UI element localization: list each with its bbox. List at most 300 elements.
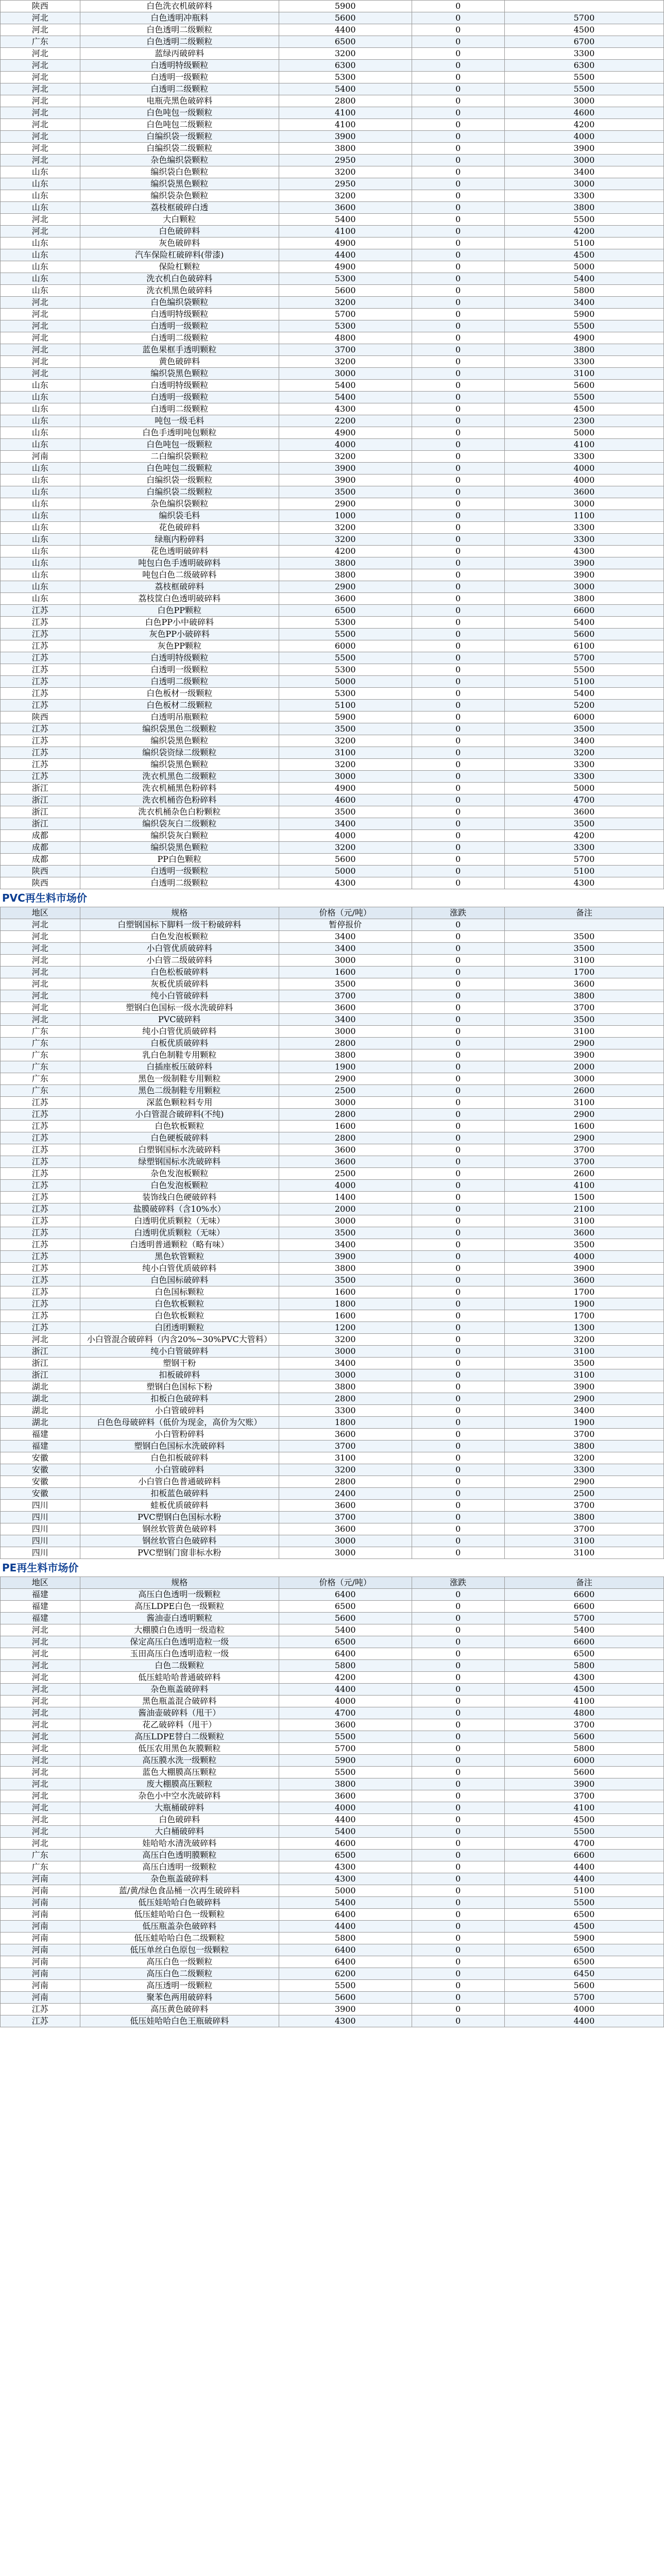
table-row (1, 652, 664, 664)
table-cell: 白编织袋二级颗粒 (80, 143, 279, 155)
table-cell: 3100 (279, 1452, 412, 1464)
table-cell: 蛙板优质破碎料 (80, 1500, 279, 1512)
table-cell: 山东 (1, 285, 80, 297)
table-cell: 4100 (504, 1802, 663, 1814)
table-cell: 4500 (504, 24, 663, 36)
table-cell: 5500 (279, 1731, 412, 1743)
table-cell: 4400 (279, 1684, 412, 1696)
table-cell: 4000 (504, 474, 663, 486)
table-cell: 5100 (504, 238, 663, 249)
pe-table-body (1, 1577, 664, 2027)
table-cell: 山东 (1, 557, 80, 569)
table-cell: 江苏 (1, 771, 80, 783)
table-row (1, 1381, 664, 1393)
table-cell: 河北 (1, 967, 80, 978)
table-cell: 江苏 (1, 1263, 80, 1275)
table-cell: 河北 (1, 48, 80, 60)
table-header-cell: 规格 (80, 907, 279, 919)
table-cell: 低压单丝白色原包一级颗粒 (80, 1944, 279, 1956)
table-cell: 3500 (279, 1227, 412, 1239)
table-cell: 3700 (504, 1790, 663, 1802)
table-cell: 河南 (1, 1933, 80, 1944)
table-cell: 0 (412, 1980, 504, 1992)
table-cell: 3000 (504, 155, 663, 166)
table-cell: 河北 (1, 226, 80, 238)
table-cell: 编织袋杂色颗粒 (80, 190, 279, 202)
table-cell: 江苏 (1, 1298, 80, 1310)
table-cell: 杂色编织袋颗粒 (80, 155, 279, 166)
table-cell: 3000 (504, 95, 663, 107)
table-cell: 3100 (504, 1346, 663, 1358)
table-cell: 2600 (504, 1168, 663, 1180)
table-cell: 2000 (279, 1204, 412, 1215)
table-cell: 0 (412, 806, 504, 818)
table-cell: 0 (412, 967, 504, 978)
table-cell: 5400 (279, 392, 412, 403)
table-cell: 3500 (279, 486, 412, 498)
table-cell: 0 (412, 569, 504, 581)
section-title-pe: PE再生料市场价 (2, 1562, 79, 1574)
table-cell: 3900 (279, 2004, 412, 2015)
table-cell: 5600 (504, 1980, 663, 1992)
table-cell: 陕西 (1, 877, 80, 889)
table-cell: 小白管混合破碎料(不纯) (80, 1109, 279, 1121)
table-cell: 3000 (279, 1547, 412, 1559)
table-row (1, 1038, 664, 1049)
table-cell: 4400 (504, 2015, 663, 2027)
table-cell: 纯小白管优质破碎料 (80, 1026, 279, 1038)
table-cell: 纯小白管优质破碎料 (80, 1263, 279, 1275)
table-cell: 5600 (279, 285, 412, 297)
table-cell: 0 (412, 652, 504, 664)
table-cell: 广东 (1, 1850, 80, 1861)
table-cell: 湖北 (1, 1381, 80, 1393)
table-row (1, 1393, 664, 1405)
table-row (1, 1624, 664, 1636)
table-row (1, 261, 664, 273)
table-row (1, 747, 664, 759)
table-cell: 0 (412, 356, 504, 368)
table-cell: 白板优质破碎料 (80, 1038, 279, 1049)
table-cell: 编织袋灰白二级颗粒 (80, 818, 279, 830)
table-cell (504, 919, 663, 931)
table-row (1, 1648, 664, 1660)
table-row (1, 1121, 664, 1132)
table-cell: 河北 (1, 119, 80, 131)
table-row (1, 1251, 664, 1263)
table-cell: 黑色瓶盖混合破碎料 (80, 1696, 279, 1707)
table-row (1, 700, 664, 711)
table-cell: 低压瓶盖杂色破碎料 (80, 1921, 279, 1933)
table-cell: 4400 (504, 1873, 663, 1885)
table-cell: 0 (412, 1707, 504, 1719)
table-cell: 湖北 (1, 1393, 80, 1405)
table-row (1, 1215, 664, 1227)
table-cell: 0 (412, 1909, 504, 1921)
table-cell: 白色软板颗粒 (80, 1121, 279, 1132)
table-row (1, 1085, 664, 1097)
table-cell: 5300 (279, 688, 412, 700)
table-cell: 钢丝软管黄色破碎料 (80, 1523, 279, 1535)
table-cell: 塑钢干粉 (80, 1358, 279, 1369)
table-cell: 河北 (1, 1731, 80, 1743)
table-row (1, 451, 664, 463)
table-cell: 四川 (1, 1512, 80, 1523)
table-cell: 4300 (504, 1672, 663, 1684)
table-cell: 3200 (279, 356, 412, 368)
table-cell: 大白桶破碎料 (80, 1826, 279, 1838)
table-cell: 高压白色透明一级颗粒 (80, 1589, 279, 1601)
table-cell: 高压黄色破碎料 (80, 2004, 279, 2015)
table-cell: 湖北 (1, 1417, 80, 1429)
table-cell: 4500 (504, 249, 663, 261)
table-cell: 杂色瓶盖破碎料 (80, 1873, 279, 1885)
table-cell: 荔枝框破碎料 (80, 581, 279, 593)
table-cell: 5400 (504, 688, 663, 700)
table-cell: 0 (412, 309, 504, 320)
table-cell: 4000 (279, 1180, 412, 1192)
table-cell: 3600 (504, 978, 663, 990)
table-cell: 0 (412, 1861, 504, 1873)
table-cell: 3200 (279, 534, 412, 546)
table-cell: 6000 (279, 640, 412, 652)
table-cell: 河北 (1, 1624, 80, 1636)
table-cell: 山东 (1, 534, 80, 546)
table-cell: 0 (412, 629, 504, 640)
table-cell: 0 (412, 1767, 504, 1778)
table-cell: 山东 (1, 593, 80, 605)
table-cell: 白编织袋一级颗粒 (80, 474, 279, 486)
table-cell: 0 (412, 1334, 504, 1346)
table-cell: 低压娃哈哈白色破碎料 (80, 1897, 279, 1909)
table-cell: 0 (412, 1049, 504, 1061)
table-cell: 塑钢白色国标水洗破碎料 (80, 1440, 279, 1452)
pvc-table-body (1, 907, 664, 1559)
table-row (1, 190, 664, 202)
table-cell: 蓝绿丙破碎料 (80, 48, 279, 60)
table-cell: 2900 (279, 1073, 412, 1085)
table-cell: 6400 (279, 1648, 412, 1660)
table-row (1, 498, 664, 510)
table-cell: 3400 (279, 1239, 412, 1251)
table-cell: 3000 (279, 1535, 412, 1547)
table-cell: 山东 (1, 474, 80, 486)
table-cell: 3800 (279, 1381, 412, 1393)
table-cell: 0 (412, 990, 504, 1002)
table-cell: 3900 (504, 569, 663, 581)
table-cell: 花乙破碎料（甩干） (80, 1719, 279, 1731)
table-row (1, 1002, 664, 1014)
table-cell: 0 (412, 919, 504, 931)
table-cell: 4600 (279, 1838, 412, 1850)
table-cell: 3600 (504, 806, 663, 818)
table-row (1, 1601, 664, 1613)
table-cell: 广东 (1, 36, 80, 48)
table-cell: PP白色颗粒 (80, 854, 279, 866)
table-row (1, 320, 664, 332)
table-cell: 4200 (504, 830, 663, 842)
table-cell: 白透明二级颗粒 (80, 877, 279, 889)
table-row (1, 1310, 664, 1322)
table-cell: 0 (412, 1440, 504, 1452)
table-cell: 河北 (1, 95, 80, 107)
table-cell: 山东 (1, 439, 80, 451)
table-cell: 河北 (1, 978, 80, 990)
table-cell: 3200 (279, 1464, 412, 1476)
table-cell: 6400 (279, 1944, 412, 1956)
table-cell: 四川 (1, 1500, 80, 1512)
table-cell: 2900 (504, 1132, 663, 1144)
table-cell: 江苏 (1, 676, 80, 688)
table-cell: 0 (412, 1192, 504, 1204)
table-cell: 白色国标颗粒 (80, 1286, 279, 1298)
table-cell: 0 (412, 842, 504, 854)
table-cell: 浙江 (1, 1369, 80, 1381)
table-cell: 6300 (504, 60, 663, 72)
table-cell: 6000 (504, 711, 663, 723)
table-cell: 3700 (279, 344, 412, 356)
table-cell: 河北 (1, 131, 80, 143)
table-row (1, 1476, 664, 1488)
table-cell: 5400 (279, 1624, 412, 1636)
table-cell: 0 (412, 735, 504, 747)
table-cell: 0 (412, 534, 504, 546)
table-cell: 3600 (504, 1275, 663, 1286)
table-cell: 3800 (279, 569, 412, 581)
table-cell: 山东 (1, 273, 80, 285)
table-cell: 3700 (504, 1429, 663, 1440)
table-cell: 河南 (1, 1873, 80, 1885)
table-cell: 保定高压白色透明造粒一级 (80, 1636, 279, 1648)
table-header-cell: 价格（元/吨） (279, 1577, 412, 1589)
table-cell: 6600 (504, 1850, 663, 1861)
table-cell: 河南 (1, 1897, 80, 1909)
table-cell: 0 (412, 107, 504, 119)
table-cell: 河北 (1, 83, 80, 95)
table-header-cell: 涨跌 (412, 1577, 504, 1589)
table-cell: 0 (412, 1109, 504, 1121)
table-cell: 0 (412, 640, 504, 652)
table-cell: 河北 (1, 297, 80, 309)
table-cell: 5500 (504, 320, 663, 332)
table-cell: 4900 (279, 261, 412, 273)
table-cell: 0 (412, 1956, 504, 1968)
table-cell: 成都 (1, 842, 80, 854)
table-cell: 白透明二级颗粒 (80, 676, 279, 688)
table-cell: 3300 (504, 771, 663, 783)
table-cell: 4600 (504, 107, 663, 119)
table-cell: 广东 (1, 1038, 80, 1049)
table-cell: 0 (412, 166, 504, 178)
table-cell: 4400 (279, 1921, 412, 1933)
table-cell: 3000 (504, 498, 663, 510)
table-cell: 0 (412, 1802, 504, 1814)
table-row (1, 723, 664, 735)
table-cell: 5400 (504, 1624, 663, 1636)
table-cell: 5700 (504, 854, 663, 866)
table-cell: 3600 (279, 1156, 412, 1168)
table-cell: 4300 (279, 403, 412, 415)
table-cell: 3500 (504, 943, 663, 955)
table-cell: 白色透明二级颗粒 (80, 36, 279, 48)
table-cell: 3400 (504, 735, 663, 747)
table-cell: 0 (412, 60, 504, 72)
table-cell: 河北 (1, 143, 80, 155)
table-row (1, 759, 664, 771)
table-cell: 0 (412, 2004, 504, 2015)
table-cell: 白色手透明吨包颗粒 (80, 427, 279, 439)
table-cell: 5400 (279, 1826, 412, 1838)
table-cell: 0 (412, 72, 504, 83)
table-row (1, 931, 664, 943)
table-cell: 江苏 (1, 652, 80, 664)
table-cell: 河北 (1, 214, 80, 226)
table-row (1, 12, 664, 24)
table-cell: 小白管优质破碎料 (80, 943, 279, 955)
table-cell: 5500 (279, 1767, 412, 1778)
table-cell: 福建 (1, 1613, 80, 1624)
table-cell: 5700 (279, 309, 412, 320)
table-cell: 河南 (1, 1921, 80, 1933)
table-cell: 白色PP小中破碎料 (80, 617, 279, 629)
table-cell: 河北 (1, 990, 80, 1002)
table-cell: 0 (412, 1897, 504, 1909)
table-cell: 4700 (504, 794, 663, 806)
table-cell: 4300 (279, 2015, 412, 2027)
table-cell: 4900 (279, 783, 412, 794)
table-cell: 陕西 (1, 1, 80, 12)
table-cell: 4100 (504, 439, 663, 451)
table-cell: 娃哈哈水清洗破碎料 (80, 1838, 279, 1850)
table-cell: 5400 (279, 1897, 412, 1909)
table-cell: 河北 (1, 1802, 80, 1814)
table-cell: 5400 (504, 273, 663, 285)
table-cell: 4000 (279, 1696, 412, 1707)
table-row (1, 806, 664, 818)
table-row (1, 392, 664, 403)
table-cell: 0 (412, 1523, 504, 1535)
table-row (1, 676, 664, 688)
table-cell: 3000 (279, 1097, 412, 1109)
table-cell: 5100 (504, 676, 663, 688)
table-cell: 2800 (279, 1109, 412, 1121)
table-row (1, 1850, 664, 1861)
table-row (1, 1440, 664, 1452)
table-cell: 0 (412, 676, 504, 688)
table-cell: 0 (412, 1298, 504, 1310)
table-cell: 大白颗粒 (80, 214, 279, 226)
table-cell: 白色吨包一级颗粒 (80, 107, 279, 119)
table-cell: 0 (412, 1097, 504, 1109)
table-cell: 废大棚膜高压颗粒 (80, 1778, 279, 1790)
table-cell: 山东 (1, 486, 80, 498)
table-cell: 高压LDPE替白二级颗粒 (80, 1731, 279, 1743)
table-cell: 河南 (1, 1992, 80, 2004)
table-cell: 3900 (504, 143, 663, 155)
table-cell: PVC塑钢白色国标水粉 (80, 1512, 279, 1523)
table-cell: 5900 (279, 1, 412, 12)
table-row (1, 1168, 664, 1180)
table-cell: 安徽 (1, 1464, 80, 1476)
pp-table-body (1, 1, 664, 889)
table-cell: 江苏 (1, 1097, 80, 1109)
table-cell: 0 (412, 1429, 504, 1440)
table-cell: 山东 (1, 498, 80, 510)
table-cell: 0 (412, 1826, 504, 1838)
table-cell: 0 (412, 1369, 504, 1381)
table-cell: 0 (412, 2015, 504, 2027)
table-cell: 安徽 (1, 1476, 80, 1488)
table-cell: 0 (412, 1660, 504, 1672)
table-cell: 1600 (279, 1286, 412, 1298)
table-cell: 3600 (279, 1523, 412, 1535)
table-row (1, 1334, 664, 1346)
table-cell: 山东 (1, 380, 80, 392)
table-cell: 0 (412, 1814, 504, 1826)
table-cell: 6500 (504, 1944, 663, 1956)
table-row (1, 226, 664, 238)
table-cell: 0 (412, 664, 504, 676)
table-cell: 花色透明破碎料 (80, 546, 279, 557)
table-cell: 5900 (504, 1933, 663, 1944)
table-cell: 3000 (504, 178, 663, 190)
table-row (1, 1933, 664, 1944)
table-cell: 1200 (279, 1322, 412, 1334)
table-cell: 暂停报价 (279, 919, 412, 931)
table-cell: 3600 (504, 1227, 663, 1239)
table-cell: 大瓶桶破碎料 (80, 1802, 279, 1814)
table-cell: 5600 (279, 1613, 412, 1624)
table-cell: 3700 (504, 1156, 663, 1168)
table-cell: 4300 (279, 1873, 412, 1885)
table-cell: 5000 (504, 261, 663, 273)
table-cell: 5900 (504, 309, 663, 320)
table-cell: 高压白色二级颗粒 (80, 1968, 279, 1980)
table-cell: 4500 (504, 403, 663, 415)
table-cell: 3800 (279, 557, 412, 569)
table-cell: 洗衣机桶咨色粉碎料 (80, 794, 279, 806)
table-cell: 5000 (279, 676, 412, 688)
table-cell: 3400 (504, 1405, 663, 1417)
table-cell: 3700 (279, 1440, 412, 1452)
table-cell: 小白管粉碎料 (80, 1429, 279, 1440)
table-cell: 0 (412, 403, 504, 415)
table-cell: 江苏 (1, 617, 80, 629)
table-cell: 3000 (504, 581, 663, 593)
table-row (1, 297, 664, 309)
table-cell: 5500 (504, 83, 663, 95)
table-cell: 0 (412, 1156, 504, 1168)
table-cell: 3900 (279, 474, 412, 486)
table-cell: 4100 (279, 107, 412, 119)
table-cell: 江苏 (1, 2015, 80, 2027)
table-cell: 4300 (504, 546, 663, 557)
table-cell: 蓝/黄/绿色食品桶一次再生破碎料 (80, 1885, 279, 1897)
table-cell: 江苏 (1, 759, 80, 771)
table-cell: 低压娃哈哈白色王瓶破碎料 (80, 2015, 279, 2027)
table-cell: 4500 (504, 1814, 663, 1826)
table-cell: 5100 (504, 1885, 663, 1897)
table-cell: 0 (412, 522, 504, 534)
table-cell: 5300 (279, 320, 412, 332)
table-row (1, 842, 664, 854)
table-cell: 钢丝软管白色破碎料 (80, 1535, 279, 1547)
table-cell: 白透明一级颗粒 (80, 320, 279, 332)
table-cell: 3900 (504, 1778, 663, 1790)
table-cell: 1700 (504, 1286, 663, 1298)
table-cell: 3600 (279, 1429, 412, 1440)
table-row (1, 1861, 664, 1873)
